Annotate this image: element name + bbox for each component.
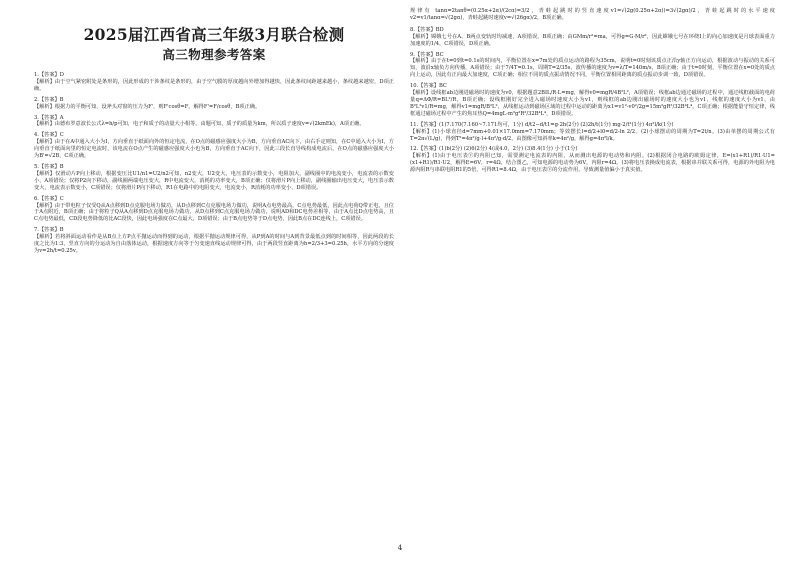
answer-line: 4.【答案】C [34,132,64,139]
answer-line: 9.【答案】BC [410,51,444,58]
question-block [34,115,394,129]
left-column [34,0,394,259]
question-block [34,72,394,93]
right-column [410,0,775,178]
question-block [410,27,775,48]
explanation-text: 【解析】根据力的平衡可知，设斧头对窗的压力为F'，则F'cosθ=F，解得F'=F/cosθ，B项正确。 [34,103,261,110]
explanation-text: 【解析】(1)由于电压表Ⓥ的内阻已知，需要测定电流表的内阻，从而测出电源的电动势和内阻。(2)根据闭合电路的欧姆定律，E=(x1+R1)/R1·U1=(x1+R1)/R1·U2，解得E=6V，r=4Ω，结合图乙，可知电源的电动势为6V，内阻r=4Ω。(3)将电压表换成电流表，根据串并联关系可得，电源的外电阻为电源内阻R与串联电阻R1的5倍，可得R1=8.4Ω，由于电压表Ⓥ的分流作用，导致测量值偏小于真实值。 [410,153,775,174]
explanation-text: 【解析】由于在t=0到t=0.1s的时间内，平衡位置在x=7m处的质点运动的路程为35cm，说明t=0时刻该质点正沿y轴正方向运动，根据波动与振动的关系可知，波沿x轴负方向传播，A项错误；由于7/4T=0.1s，周期T=2/35s，波传播的速度为v=λ/T=140m/s，B项正确；由于t=0时刻，平衡位置在x=0处的质点向上运动，因此有正向最大加速度，C项正确；相位不同的质点振动情况不同，平衡位置相同距离的质点振动步调一致，D项错误。 [410,58,775,79]
answer-line: 3.【答案】A [34,114,64,121]
question-block [410,52,775,80]
explanation-text: 【解析】由德布罗意波长公式λ=h/p可知，电子和质子的动量大小相等，由题可知，质子的质量为km，所以质子速度v=√(2kmEk)，A项正确。 [34,121,365,128]
question-block [410,122,775,143]
page-subtitle: 高三物理参考答案 [162,47,266,62]
explanation-text: 【解析】由于空气紧密附处是条形的，因此形成的干涉条纹是条形的，由于空气膜的厚度越向外增加得越快，因此条纹间距越来越小，条纹越来越密，D项正确。 [34,78,394,92]
answer-line: 7.【答案】B [34,227,64,234]
page-number: 4 [397,544,403,552]
answer-line: 1.【答案】D [34,72,64,78]
explanation-text: 【解析】由于带电粒子仅受Q从A点移到D点克服电场力做功，从D点移到C点克服电场力做功，说明A点电势最高，C点电势最低，因此点电荷Q带正电，且位于A点附近，B项正确；由于将粒子Q从A点移到D点克服电场力做功，从D点移到C点克服电场力做功，说明AD和DC电势差相等，由于A点比D点电势高，且C点电势最低，CD段电势降低的比AC段快，因此电场强度在C点最大，D项错误；由于B点电势等于D点电势，因此B点在DC连线上，C项错误。 [34,202,394,223]
explanation-text: 【解析】若将斜面运动看作是从B点上方P点平抛运动而得到的运动，根据平抛运动规律可得，从P到A的时间与A到背景最低点到的时间相等，因此两段的长度之比为1:3，竖直方向的分运动为自由落体运动，根据速度方向等于匀变速直线运动规律可得，由于两段竖直距离为h=2/3+3=0.25h，水平方向的分速度为v=2h/t=0.25v。 [34,234,394,254]
question-block [410,83,775,118]
question-block [34,164,394,192]
explanation-text: 【解析】仅滑动片P向上移动，根据变压比U1/n1=U2/n2可知，n2变大，U2变大，电压表的示数变小，电阻加大，副线圈中的电流变小，电流表的示数变小，A项错误；仅将P2向下移动，副线圈两端电压变大，R中电流变大，消耗的功率变大，B项正确；仅将滑片P向上移动，副线圈输出电压变大，电压表示数变大，电流表示数变小，C项错误；仅将滑片P向下移动，R1在电路中的电阻变大，电流变小，R消耗的功率变小，D项错误。 [34,170,394,191]
explanation-text: 【解析】设线框ab边刚进磁场时的速度为v0，根据题意2BIL/R·L=mg，解得v0=mgR/4B²L²，A项错误；线框ab边通过磁场的过程中，通过线框截面的电荷量q=ΔΦ/R=BL²/R，B项正确；设线框刚好完全进入磁场时速度大小为v1，则线框的ab边刚出磁场时的速度大小也为v1，线框的速度大小为v1，由B²L²v1/R=mg，解得v1=mgR/B²L²，从线框运动到磁场区域的过程中运动的距离为x1=v1²-v0²/2g=15m²gR²/32B⁴L⁴，C项正确；根据能量守恒定律，线框通过磁场过程中产生的焦耳热Q=4mgL-m³g²R²/32B⁴L⁴，D项错误。 [410,90,775,117]
explanation-text: 【解析】由于在A中通入大小为I，方向垂直于纸面向外的恒定电流，在O点的磁感应强度大小为B，方向垂直AC向下，由右手定则知，在C中通入大小为I，方向垂直于纸面向里的恒定电流时，该电流在O点产生的磁感应强度大小也为B，方向垂直于AC向下，因此三段长直导线构成电流后，在O点的磁感应强度大小为B'=√2B，C项正确。 [34,139,394,160]
answer-line: 5.【答案】B [34,163,64,170]
question-block [34,196,394,224]
answer-line: 10.【答案】BC [410,83,447,90]
answer-line: 8.【答案】BD [410,26,444,33]
continued-explanation: 规律有 tanα=2tanθ=(0.25α+2α)/(2cα)=3/2，青蛙起跳时的竖直速度v1=√(2g(0.25α+2α))=3√(2gα)/2，青蛙起跳时的水平速度v2=v1/tanα=√(2gα)，青蛙起跳时速度v=√(26gα)/2，B项正确。 [410,8,775,21]
explanation-text: 【解析】嫦娥七号在A、B两点变轨时均减速，A项错误，B项正确；由GMm/r²=ma，可得g=G·M/r²，因此嫦娥七号在环绕Ⅰ上的向心加速度是月球表面重力加速度的1/4，C项错误，D项正确。 [410,33,775,47]
question-block [34,97,394,111]
answer-line: 2.【答案】B [34,96,64,103]
page-title: 2025届江西省高三年级3月联合检测 [83,25,345,44]
answer-line: 11.【答案】(1)7.170(7.160~7.171均可，1分) d/t2−d/t1=g·2h(2分) (2)2h/t(1分) mg·2/t²(1分) 4π²l/k(1分) [410,121,674,128]
question-block [34,132,394,160]
question-block [34,227,394,255]
explanation-text: 【解析】(1)小球直径d=7mm+0.01×17.0mm=7.170mm；等效摆长l=d/2+l0=d/2-ln 2/2。(2)小球摆动的周期为T=2t/n。(3)由单摆的周期公式有T=2π√(L/g)，得到T²=4π²/g·l+4π²/g·d/2，由图像可知斜率k=4π²/g，解得g=4π²l/k。 [410,128,775,142]
answer-line: 12.【答案】(1)b(2分) (2)6(2分) 4(或4.0，2分) (3)8.4(1分) 小于(1分) [410,146,578,153]
answer-line: 6.【答案】C [34,195,64,202]
question-block [410,146,775,174]
